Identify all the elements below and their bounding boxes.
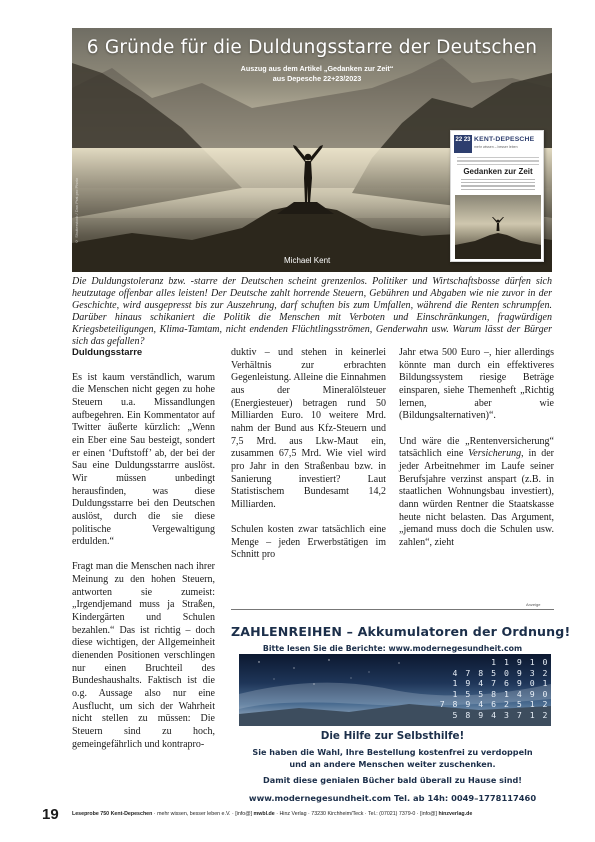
number-sequence-overlay: [409, 657, 549, 721]
paragraph: Schulen kosten zwar tatsächlich eine Menge – jeden Erwerbstätigen im Schnitt pro: [231, 524, 386, 561]
footer-publication: Leseprobe 750 Kent-Depeschen: [72, 811, 153, 817]
ad-text-line: und an andere Menschen weiter zuschenken.: [289, 759, 496, 769]
footer: [72, 811, 554, 817]
ad-title: ZAHLENREIHEN – Akkumulatoren der Ordnung!: [231, 624, 571, 639]
article-source-line2: aus Depesche 22+23/2023: [272, 73, 362, 83]
cover-text-lines: [457, 157, 539, 167]
paragraph: Jahr etwa 500 Euro –, hier allerdings könnte man durch ein effektiveres Bildungssystem riesige Beträge einsparen, siehe Themenheft „Richtig lernen, aber wie (Bildungsalternativen)“.: [399, 347, 554, 422]
paragraph-text: , in der jeder Arbeitnehmer im Laufe seiner Berufsjahre verzinst anspart (z.B. in staatlichen Wohnungsbau investiert), dann würden Rentner die Staatskasse heute nicht belasten. Das Argument, „jemand muss doch die Schulen usw. zahlen“, zieht: [399, 448, 554, 548]
paragraph-text: Und wäre die „Rentenversicherung“ tatsächlich eine: [399, 435, 554, 460]
author-name: Michael Kent: [284, 256, 331, 265]
paragraph-emphasis: Versicherung: [468, 448, 522, 460]
footer-link-hinzverlag[interactable]: hinzverlag.de: [438, 811, 473, 817]
cover-image: [455, 195, 541, 259]
article-title: 6 Gründe für die Duldungsstarre der Deutschen: [86, 37, 538, 58]
cover-headline: Gedanken zur Zeit: [463, 167, 533, 176]
cover-tagline: mehr wissen – besser leben: [474, 145, 518, 149]
digit-row: 7 8 9 4 6 2 5 1 2: [439, 699, 549, 710]
paragraph: Es ist kaum verständlich, warum die Menschen nicht gegen zu hohe Steuern u.a. Missandlungen aufbegehren. Ein Kommentator auf Twitter äußerte kürzlich: „Wenn ein Eber eine Sau besteigt, sondert er einen ‘Duftstoff’ ab, der bei der Sau eine Duldungsstarrre auslöst. Wir müssen unbedingt herausfinden, was diese Duldungsstarre bei den Deutschen auslöst, durch die sie diese politische Vergewaltigung erdulden.“: [72, 371, 215, 548]
footer-link-mwbl[interactable]: mwbl.de: [253, 811, 275, 817]
ad-subtitle: Bitte lesen Sie die Berichte: www.modernegesundheit.com: [262, 644, 523, 653]
paragraph: duktiv – und stehen in keinerlei Verhältnis zur erbrachten Gegenleistung. Alleine die Einnahmen aus der Mineralölsteuer (Energiesteuer) betragen rund 50 Milliarden Euro. 10 weitere Mrd. nahm der Bund aus Kfz-Steuern und 7,5 Mrd. aus Lkw-Maut ein, zusammen 67,5 Mrd. Wie viel wird pro Jahr in den Straßenbau bzw. in Sanierung investiert? Laut Statistischem Bundesamt 14,2 Milliarden.: [231, 347, 386, 510]
cover-issue-number: 22 23: [454, 135, 472, 153]
text-column-1: [72, 347, 215, 764]
paragraph: [399, 436, 554, 550]
digit-row: 1 5 5 8 1 4 9 0: [452, 688, 549, 699]
article-source-line1: Auszug aus dem Artikel „Gedanken zur Zeit“: [240, 64, 394, 73]
ad-headline: Die Hilfe zur Selbsthilfe!: [320, 730, 465, 742]
ad-image: [239, 654, 551, 726]
text-column-3: [399, 347, 554, 562]
ad-label: Anzeige: [526, 602, 541, 607]
ad-divider: [231, 609, 554, 610]
digit-row: 1 1 9 1 0: [491, 657, 549, 667]
ad-contact: www.modernegesundheit.com Tel. ab 14h: 0049–1778117460: [248, 793, 537, 803]
article-source: [212, 64, 422, 83]
text-column-2: [231, 347, 386, 575]
ad-text-line: Sie haben die Wahl, Ihre Bestellung kostenfrei zu verdoppeln: [252, 747, 533, 757]
hero-image: [72, 28, 552, 272]
cover-brand: KENT-DEPESCHE: [474, 136, 535, 143]
photo-credit: © Shutterstock / Dan Prat pro Photo: [74, 178, 79, 244]
paragraph: Fragt man die Menschen nach ihrer Meinung zu den hohen Steuern, antworten sie zumeist: „Irgendjemand muss ja Straßen, Kindergärten und Schulen bezahlen.“ Das ist richtig – doch diese wichtigen, der Allgemeinheit dienenden Positionen verschlingen nur einen Bruchteil des Bundeshaushalts. Faktisch ist die o.g. Aussage also nur eine Ausflucht, um sich der Wahrheit nicht stellen zu müssen: Die Steuern sind zu hoch, gemeingefährlich und kontrapro-: [72, 561, 215, 750]
digit-row: 5 8 9 4 3 7 1 2: [452, 709, 549, 720]
footer-text: · mehr wissen, besser leben e.V. · [info@]: [152, 811, 254, 817]
page-number: 19: [42, 806, 59, 823]
article-intro: Die Duldungstoleranz bzw. -starre der Deutschen scheint grenzenlos. Politiker und Wirtschaftsbosse dürfen sich heutzutage offenbar alles leisten! Der Deutsche zahlt horrende Steuern, Gebühren und Abgaben wie nie zuvor in der Geschichte, wird ausgepresst bis zur Auszehrung, darf schuften bis zum Umfallen, während die Renten schrumpfen. Darüber hinaus schikaniert die Politik die Menschen mit Verboten und Einschränkungen, fragwürdigen Kriegsbeteiligungen, Klima-Tamtam, nicht endenden Flüchtlingsströmen, Genderwahn usw. Warum lässt der Bürger sich das gefallen?: [72, 276, 552, 348]
advertisement: [231, 613, 571, 806]
footer-text: · Hinz Verlag · 73230 Kirchheim/Teck · Tel.: (07021) 7379-0 · [info@]: [274, 811, 439, 817]
cover-text-lines: [461, 179, 535, 192]
section-heading: Duldungsstarre: [72, 347, 143, 358]
digit-row: 4 7 8 5 0 9 3 2: [452, 667, 549, 678]
ad-text-line: Damit diese genialen Bücher bald überall zu Hause sind!: [263, 775, 522, 785]
digit-row: 1 9 4 7 6 9 0 1: [452, 678, 549, 689]
magazine-cover: [450, 130, 544, 262]
